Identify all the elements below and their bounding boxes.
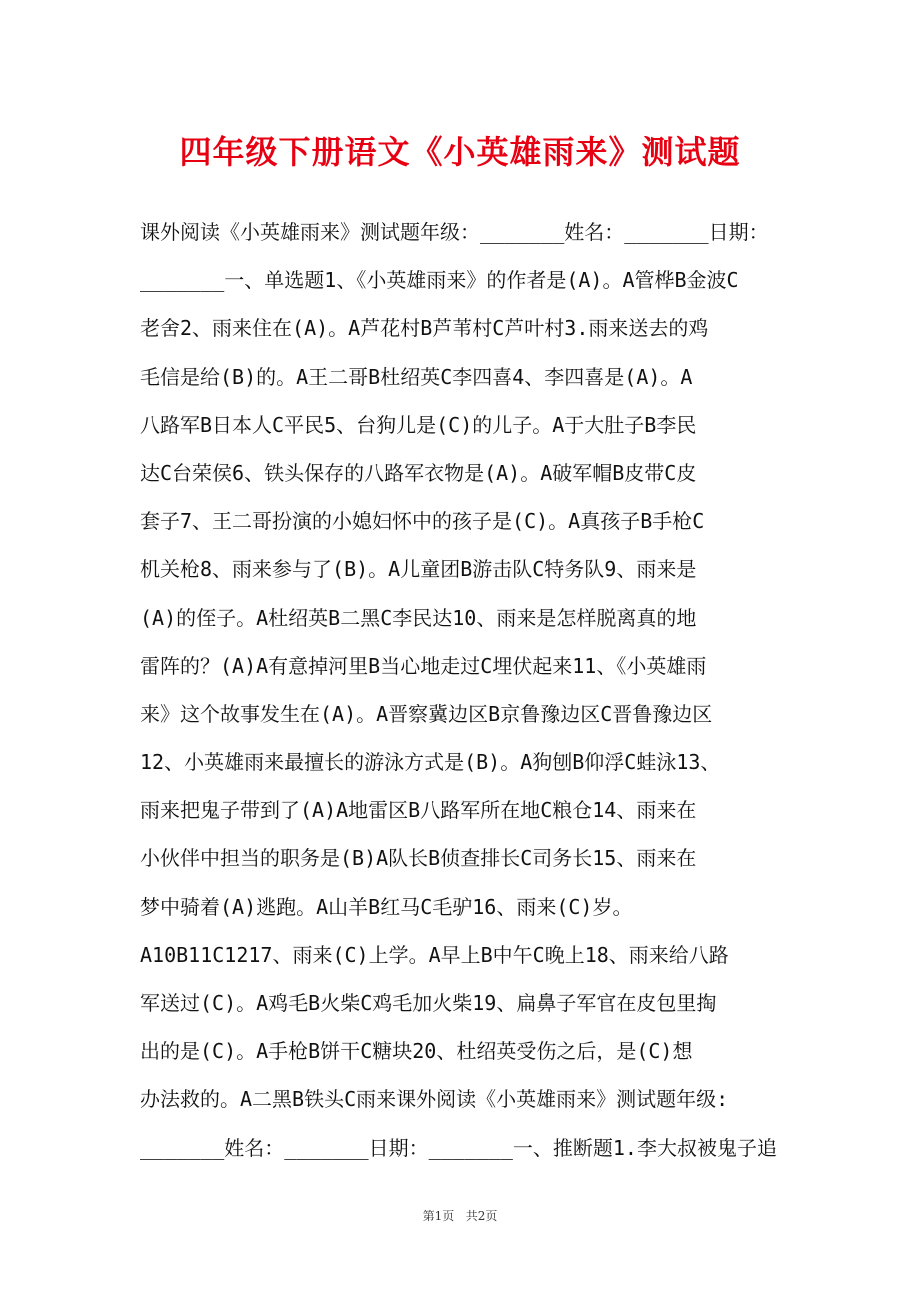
- body-line: 机关枪8、雨来参与了(B)。A儿童团B游击队C特务队9、雨来是: [140, 557, 697, 582]
- body-line: 来》这个故事发生在(A)。A晋察冀边区B京鲁豫边区C晋鲁豫边区: [140, 701, 713, 726]
- body-line: 课外阅读《小英雄雨来》测试题年级：_______姓名：_______日期：: [140, 220, 769, 244]
- body-line: 雨来把鬼子带到了(A)A地雷区B八路军所在地C粮仓14、雨来在: [140, 798, 697, 823]
- page-footer: [0, 1206, 920, 1226]
- body-line: A10B11C1217、雨来(C)上学。A早上B中午C晚上18、雨来给八路: [140, 942, 729, 967]
- document-title: 四年级下册语文《小英雄雨来》测试题: [179, 133, 741, 171]
- body-line: 梦中骑着(A)逃跑。A山羊B红马C毛驴16、雨来(C)岁。: [140, 894, 633, 919]
- body-line: 老舍2、雨来住在(A)。A芦花村B芦苇村C芦叶村3.雨来送去的鸡: [140, 316, 709, 341]
- footer-gap: [454, 1209, 465, 1223]
- body-line: 八路军B日本人C平民5、台狗儿是(C)的儿子。A于大肚子B李民: [140, 412, 697, 437]
- body-line: 军送过(C)。A鸡毛B火柴C鸡毛加火柴19、扁鼻子军官在皮包里掏: [140, 991, 717, 1015]
- body-line: 雷阵的？(A)A有意掉河里B当心地走过C埋伏起来11、《小英雄雨: [140, 653, 707, 678]
- body-line: 毛信是给(B)的。A王二哥B杜绍英C李四喜4、李四喜是(A)。A: [140, 364, 693, 389]
- document-body: [140, 208, 800, 1172]
- body-line: 办法救的。A二黑B铁头C雨来课外阅读《小英雄雨来》测试题年级:: [140, 1087, 729, 1112]
- body-line: 套子7、王二哥扮演的小媳妇怀中的孩子是(C)。A真孩子B手枪C: [140, 509, 705, 534]
- body-line: 12、小英雄雨来最擅长的游泳方式是(B)。A狗刨B仰浮C蛙泳13、: [140, 750, 721, 775]
- body-line: 出的是(C)。A手枪B饼干C糖块20、杜绍英受伤之后，是(C)想: [140, 1039, 693, 1064]
- page-number: 第1页: [422, 1209, 455, 1223]
- page-total: 共2页: [465, 1209, 498, 1223]
- body-line: (A)的侄子。A杜绍英B二黑C李民达10、雨来是怎样脱离真的地: [140, 605, 697, 630]
- body-line: 达C台荣侯6、铁头保存的八路军衣物是(A)。A破军帽B皮带C皮: [140, 460, 697, 485]
- body-line: 小伙伴中担当的职务是(B)A队长B侦查排长C司务长15、雨来在: [140, 846, 697, 871]
- body-line: _______姓名：_______日期：_______一、推断题1.李大叔被鬼子追: [140, 1135, 777, 1160]
- body-line: _______一、单选题1、《小英雄雨来》的作者是(A)。A管桦B金波C: [140, 268, 739, 293]
